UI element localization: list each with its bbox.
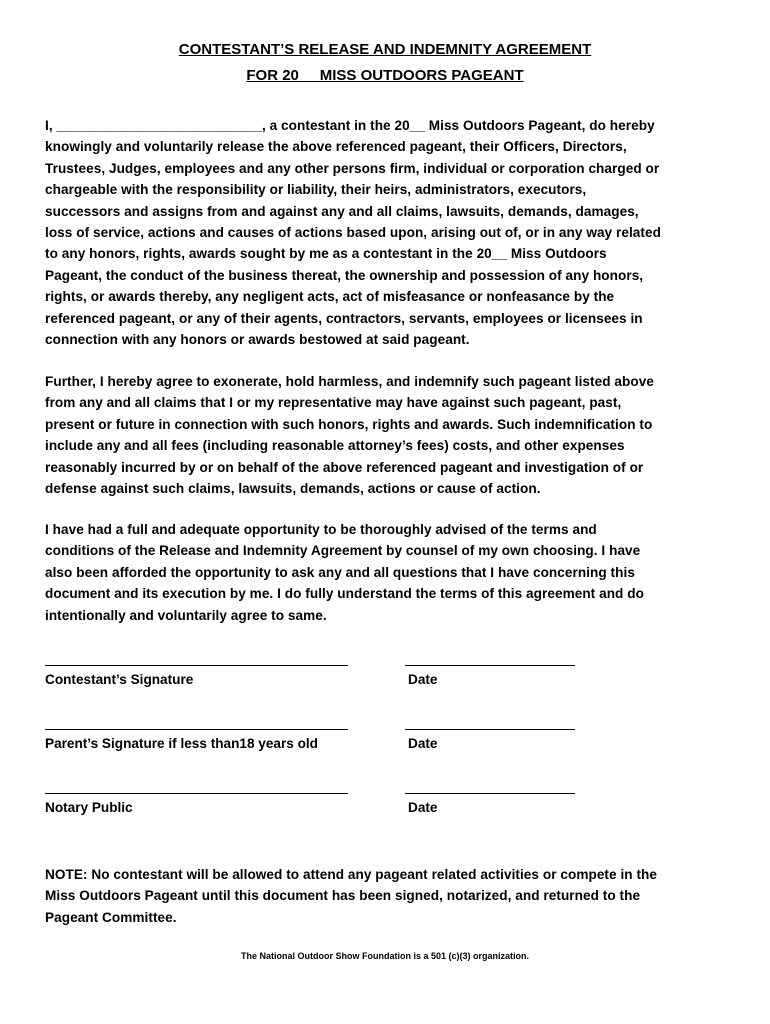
paragraph-line: Further, I hereby agree to exonerate, hold harmless, and indemnify such pageant listed above (45, 374, 654, 389)
parent-signature-label: Parent’s Signature if less than18 years old (45, 736, 318, 751)
paragraph-line: from any and all claims that I or my representative may have against such pageant, past, (45, 395, 622, 411)
paragraph-line: I have had a full and adequate opportunity to be thoroughly advised of the terms and (45, 522, 597, 537)
paragraph-line: intentionally and voluntarily agree to same. (45, 607, 327, 623)
paragraph-line: include any and all fees (including reasonable attorney’s fees) costs, and other expenses (45, 438, 625, 454)
contestant-date-line[interactable] (405, 665, 575, 666)
paragraph-line: Miss Outdoors Pageant until this document has been signed, notarized, and returned to the (45, 888, 641, 904)
footer-text: The National Outdoor Show Foundation is a 501 (c)(3) organization. (240, 951, 529, 961)
paragraph-line: reasonably incurred by or on behalf of the above referenced pageant and investigation of or (45, 459, 644, 475)
paragraph-line: referenced pageant, or any of their agents, contractors, servants, employees or licensees in (45, 310, 643, 326)
counsel-paragraph (45, 519, 735, 626)
paragraph-line: loss of service, actions and causes of actions based upon, arising out of, or in any way related (45, 225, 661, 241)
notary-date-line[interactable] (405, 793, 575, 794)
paragraph-line: conditions of the Release and Indemnity Agreement by counsel of my own choosing. I have (45, 543, 641, 559)
contestant-signature-label: Contestant’s Signature (45, 672, 194, 687)
paragraph-line: also been afforded the opportunity to ask any and all questions that I have concerning this (45, 564, 635, 580)
notary-public-label: Notary Public (45, 800, 133, 815)
paragraph-line: Trustees, Judges, employees and any other persons firm, individual or corporation charged or (45, 160, 660, 176)
release-paragraph (45, 115, 735, 350)
paragraph-line: Pageant Committee. (45, 909, 177, 925)
paragraph-line: connection with any honors or awards bestowed at said pageant. (45, 332, 470, 348)
paragraph-line: successors and assigns from and against any and all claims, lawsuits, demands, damages, (45, 203, 639, 219)
contestant-date-label: Date (408, 672, 438, 687)
paragraph-line: document and its execution by me. I do fully understand the terms of this agreement and do (45, 586, 644, 602)
contestant-signature-line[interactable] (45, 665, 348, 666)
note-paragraph (45, 864, 735, 928)
notary-signature-line[interactable] (45, 793, 348, 794)
paragraph-line: defense against such claims, lawsuits, demands, actions or cause of action. (45, 481, 541, 497)
notary-date-label: Date (408, 800, 438, 815)
paragraph-line: NOTE: No contestant will be allowed to attend any pageant related activities or compete in the (45, 867, 657, 882)
paragraph-line: Pageant, the conduct of the business thereat, the ownership and possession of any honors, (45, 267, 644, 283)
document-title: CONTESTANT’S RELEASE AND INDEMNITY AGREEMENT (178, 41, 592, 58)
parent-date-line[interactable] (405, 729, 575, 730)
document-subtitle: FOR 20__ MISS OUTDOORS PAGEANT (246, 67, 524, 84)
paragraph-line: to any honors, rights, awards sought by me as a contestant in the 20__ Miss Outdoors (45, 246, 607, 262)
paragraph-line: chargeable with the responsibility or liability, their heirs, administrators, executors, (45, 182, 587, 198)
parent-date-label: Date (408, 736, 438, 751)
indemnity-paragraph (45, 371, 735, 499)
paragraph-line: present or future in connection with such honors, rights and awards. Such indemnification to (45, 416, 653, 432)
paragraph-line: rights, or awards thereby, any negligent acts, act of misfeasance or nonfeasance by the (45, 289, 615, 305)
paragraph-line: knowingly and voluntarily release the above referenced pageant, their Officers, Directors, (45, 139, 627, 155)
paragraph-line: I, ___________________________, a contestant in the 20__ Miss Outdoors Pageant, do hereby (45, 118, 655, 133)
parent-signature-line[interactable] (45, 729, 348, 730)
